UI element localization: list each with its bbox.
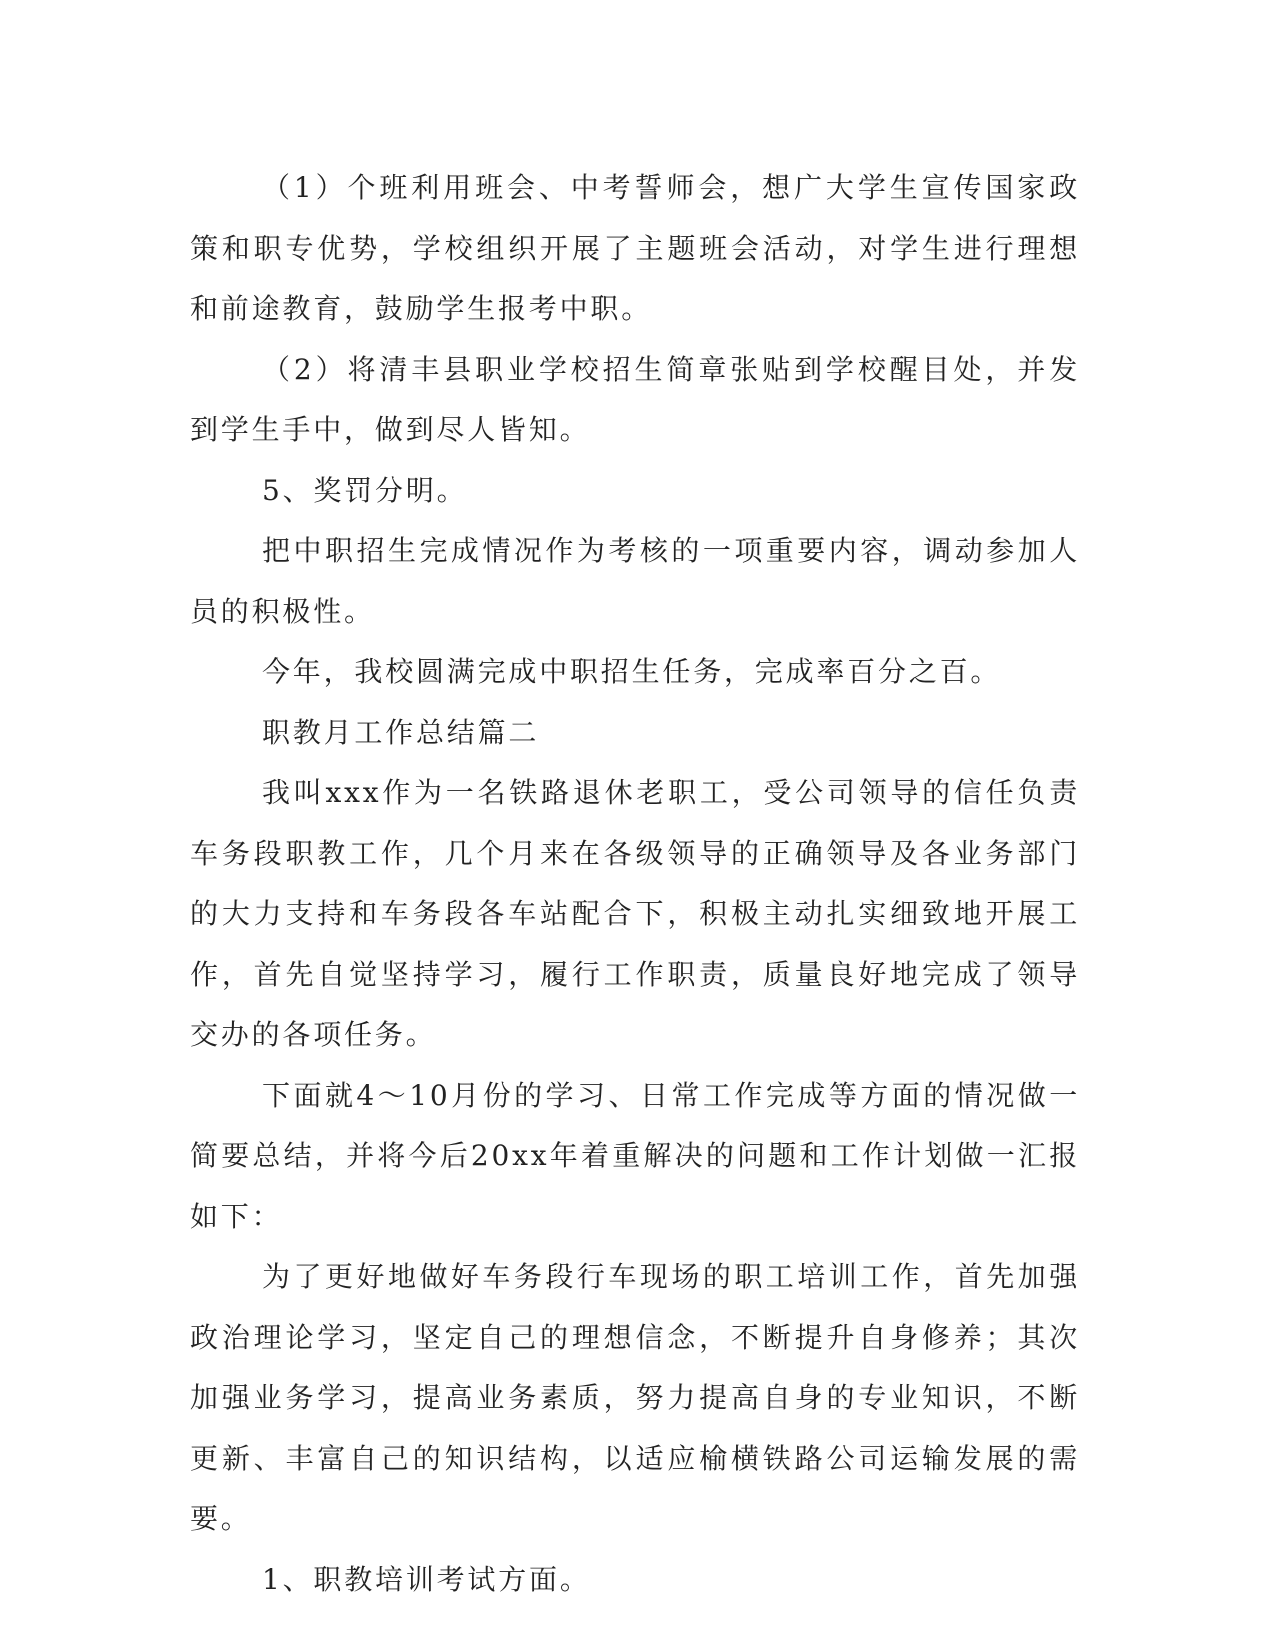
section-heading-rewards: 5、奖罚分明。: [262, 473, 468, 507]
paragraph-result: 今年，我校圆满完成中职招生任务，完成率百分之百。: [262, 655, 1002, 688]
document-body: [190, 158, 1080, 1610]
paragraph-item-1: （1）个班利用班会、中考誓师会，想广大学生宣传国家政策和职专优势，学校组织开展了主题班会活动，对学生进行理想和前途教育，鼓励学生报考中职。: [190, 171, 1080, 325]
section-heading-training: 1、职教培训考试方面。: [262, 1562, 591, 1596]
paragraph-introduction: 我叫xxx作为一名铁路退休老职工，受公司领导的信任负责车务段职教工作，几个月来在各级领导的正确领导及各业务部门的大力支持和车务段各车站配合下，积极主动扎实细致地开展工作，首先自觉坚持学习，履行工作职责，质量良好地完成了领导交办的各项任务。: [190, 776, 1080, 1051]
paragraph-summary-intro: 下面就4～10月份的学习、日常工作完成等方面的情况做一简要总结，并将今后20xx年着重解决的问题和工作计划做一汇报如下：: [190, 1078, 1080, 1233]
paragraph-study: 为了更好地做好车务段行车现场的职工培训工作，首先加强政治理论学习，坚定自己的理想信念，不断提升自身修养；其次加强业务学习，提高业务素质，努力提高自身的专业知识，不断更新、丰富自己的知识结构，以适应榆横铁路公司运输发展的需要。: [190, 1260, 1080, 1535]
paragraph-assessment: 把中职招生完成情况作为考核的一项重要内容，调动参加人员的积极性。: [190, 534, 1080, 628]
article-title-part-two: 职教月工作总结篇二: [262, 715, 540, 749]
paragraph-item-2: （2）将清丰县职业学校招生简章张贴到学校醒目处，并发到学生手中，做到尽人皆知。: [190, 352, 1080, 446]
